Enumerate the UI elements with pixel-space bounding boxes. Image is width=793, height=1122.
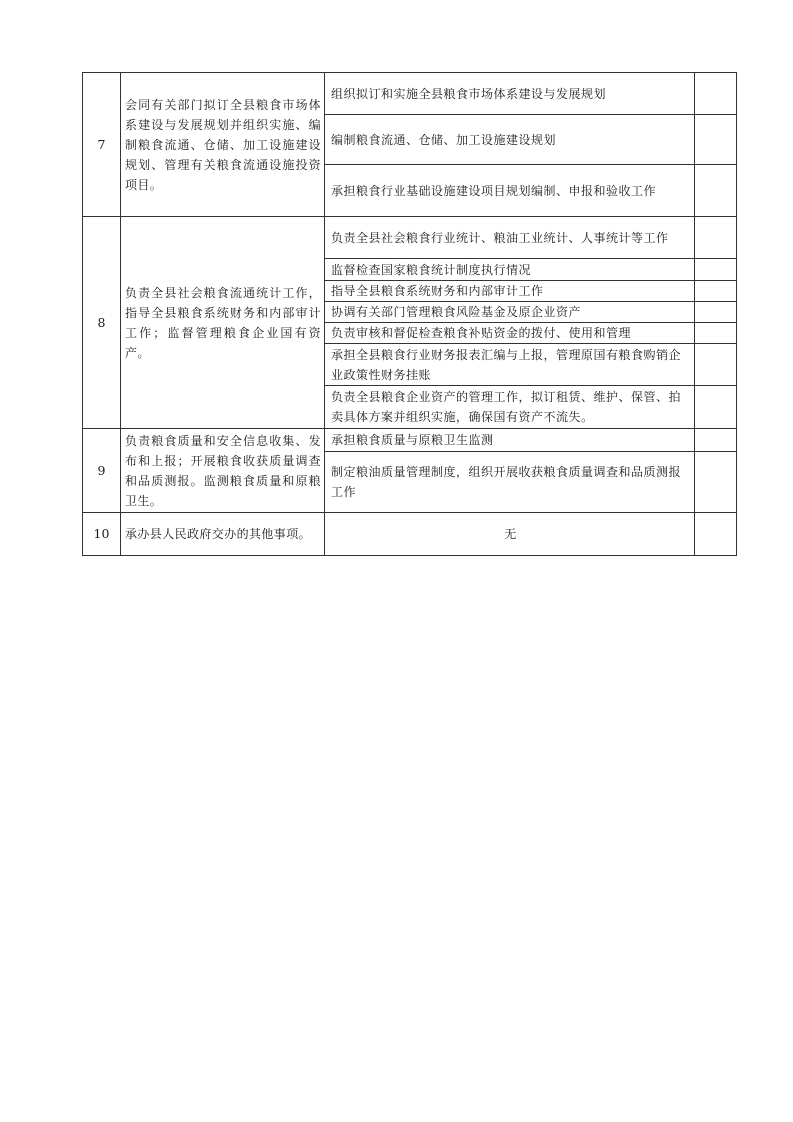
remark-cell	[695, 344, 737, 386]
remark-cell	[695, 323, 737, 344]
remark-cell	[695, 429, 737, 452]
sub-task: 协调有关部门管理粮食风险基金及原企业资产	[325, 302, 695, 323]
remark-cell	[695, 386, 737, 429]
main-duty: 负责粮食质量和安全信息收集、发布和上报；开展粮食收获质量调查和品质测报。监测粮食质量和原粮卫生。	[121, 429, 325, 513]
sub-task: 无	[325, 513, 695, 556]
row-number: 9	[83, 429, 121, 513]
remark-cell	[695, 513, 737, 556]
main-duty: 承办县人民政府交办的其他事项。	[121, 513, 325, 556]
row-number: 7	[83, 73, 121, 217]
remark-cell	[695, 115, 737, 165]
table-row-8	[83, 217, 737, 259]
remark-cell	[695, 259, 737, 281]
remark-cell	[695, 73, 737, 115]
sub-task: 负责全县社会粮食行业统计、粮油工业统计、人事统计等工作	[325, 217, 695, 259]
row-number: 8	[83, 217, 121, 429]
sub-task: 指导全县粮食系统财务和内部审计工作	[325, 281, 695, 302]
main-duty: 会同有关部门拟订全县粮食市场体系建设与发展规划并组织实施、编制粮食流通、仓储、加工设施建设规划、管理有关粮食流通设施投资项目。	[121, 73, 325, 217]
table-row-10	[83, 513, 737, 556]
table-row-9	[83, 429, 737, 452]
remark-cell	[695, 281, 737, 302]
remark-cell	[695, 165, 737, 217]
sub-task: 承担粮食行业基础设施建设项目规划编制、申报和验收工作	[325, 165, 695, 217]
sub-task: 编制粮食流通、仓储、加工设施建设规划	[325, 115, 695, 165]
duty-table	[82, 72, 737, 556]
row-number: 10	[83, 513, 121, 556]
sub-task: 负责审核和督促检查粮食补贴资金的拨付、使用和管理	[325, 323, 695, 344]
sub-task: 制定粮油质量管理制度，组织开展收获粮食质量调查和品质测报工作	[325, 452, 695, 513]
sub-task: 负责全县粮食企业资产的管理工作，拟订租赁、维护、保管、拍卖具体方案并组织实施，确保国有资产不流失。	[325, 386, 695, 429]
sub-task: 监督检查国家粮食统计制度执行情况	[325, 259, 695, 281]
remark-cell	[695, 217, 737, 259]
remark-cell	[695, 302, 737, 323]
sub-task: 组织拟订和实施全县粮食市场体系建设与发展规划	[325, 73, 695, 115]
remark-cell	[695, 452, 737, 513]
sub-task: 承担粮食质量与原粮卫生监测	[325, 429, 695, 452]
table-row-7	[83, 73, 737, 115]
sub-task: 承担全县粮食行业财务报表汇编与上报，管理原国有粮食购销企业政策性财务挂账	[325, 344, 695, 386]
main-duty: 负责全县社会粮食流通统计工作，指导全县粮食系统财务和内部审计工作；监督管理粮食企业国有资产。	[121, 217, 325, 429]
